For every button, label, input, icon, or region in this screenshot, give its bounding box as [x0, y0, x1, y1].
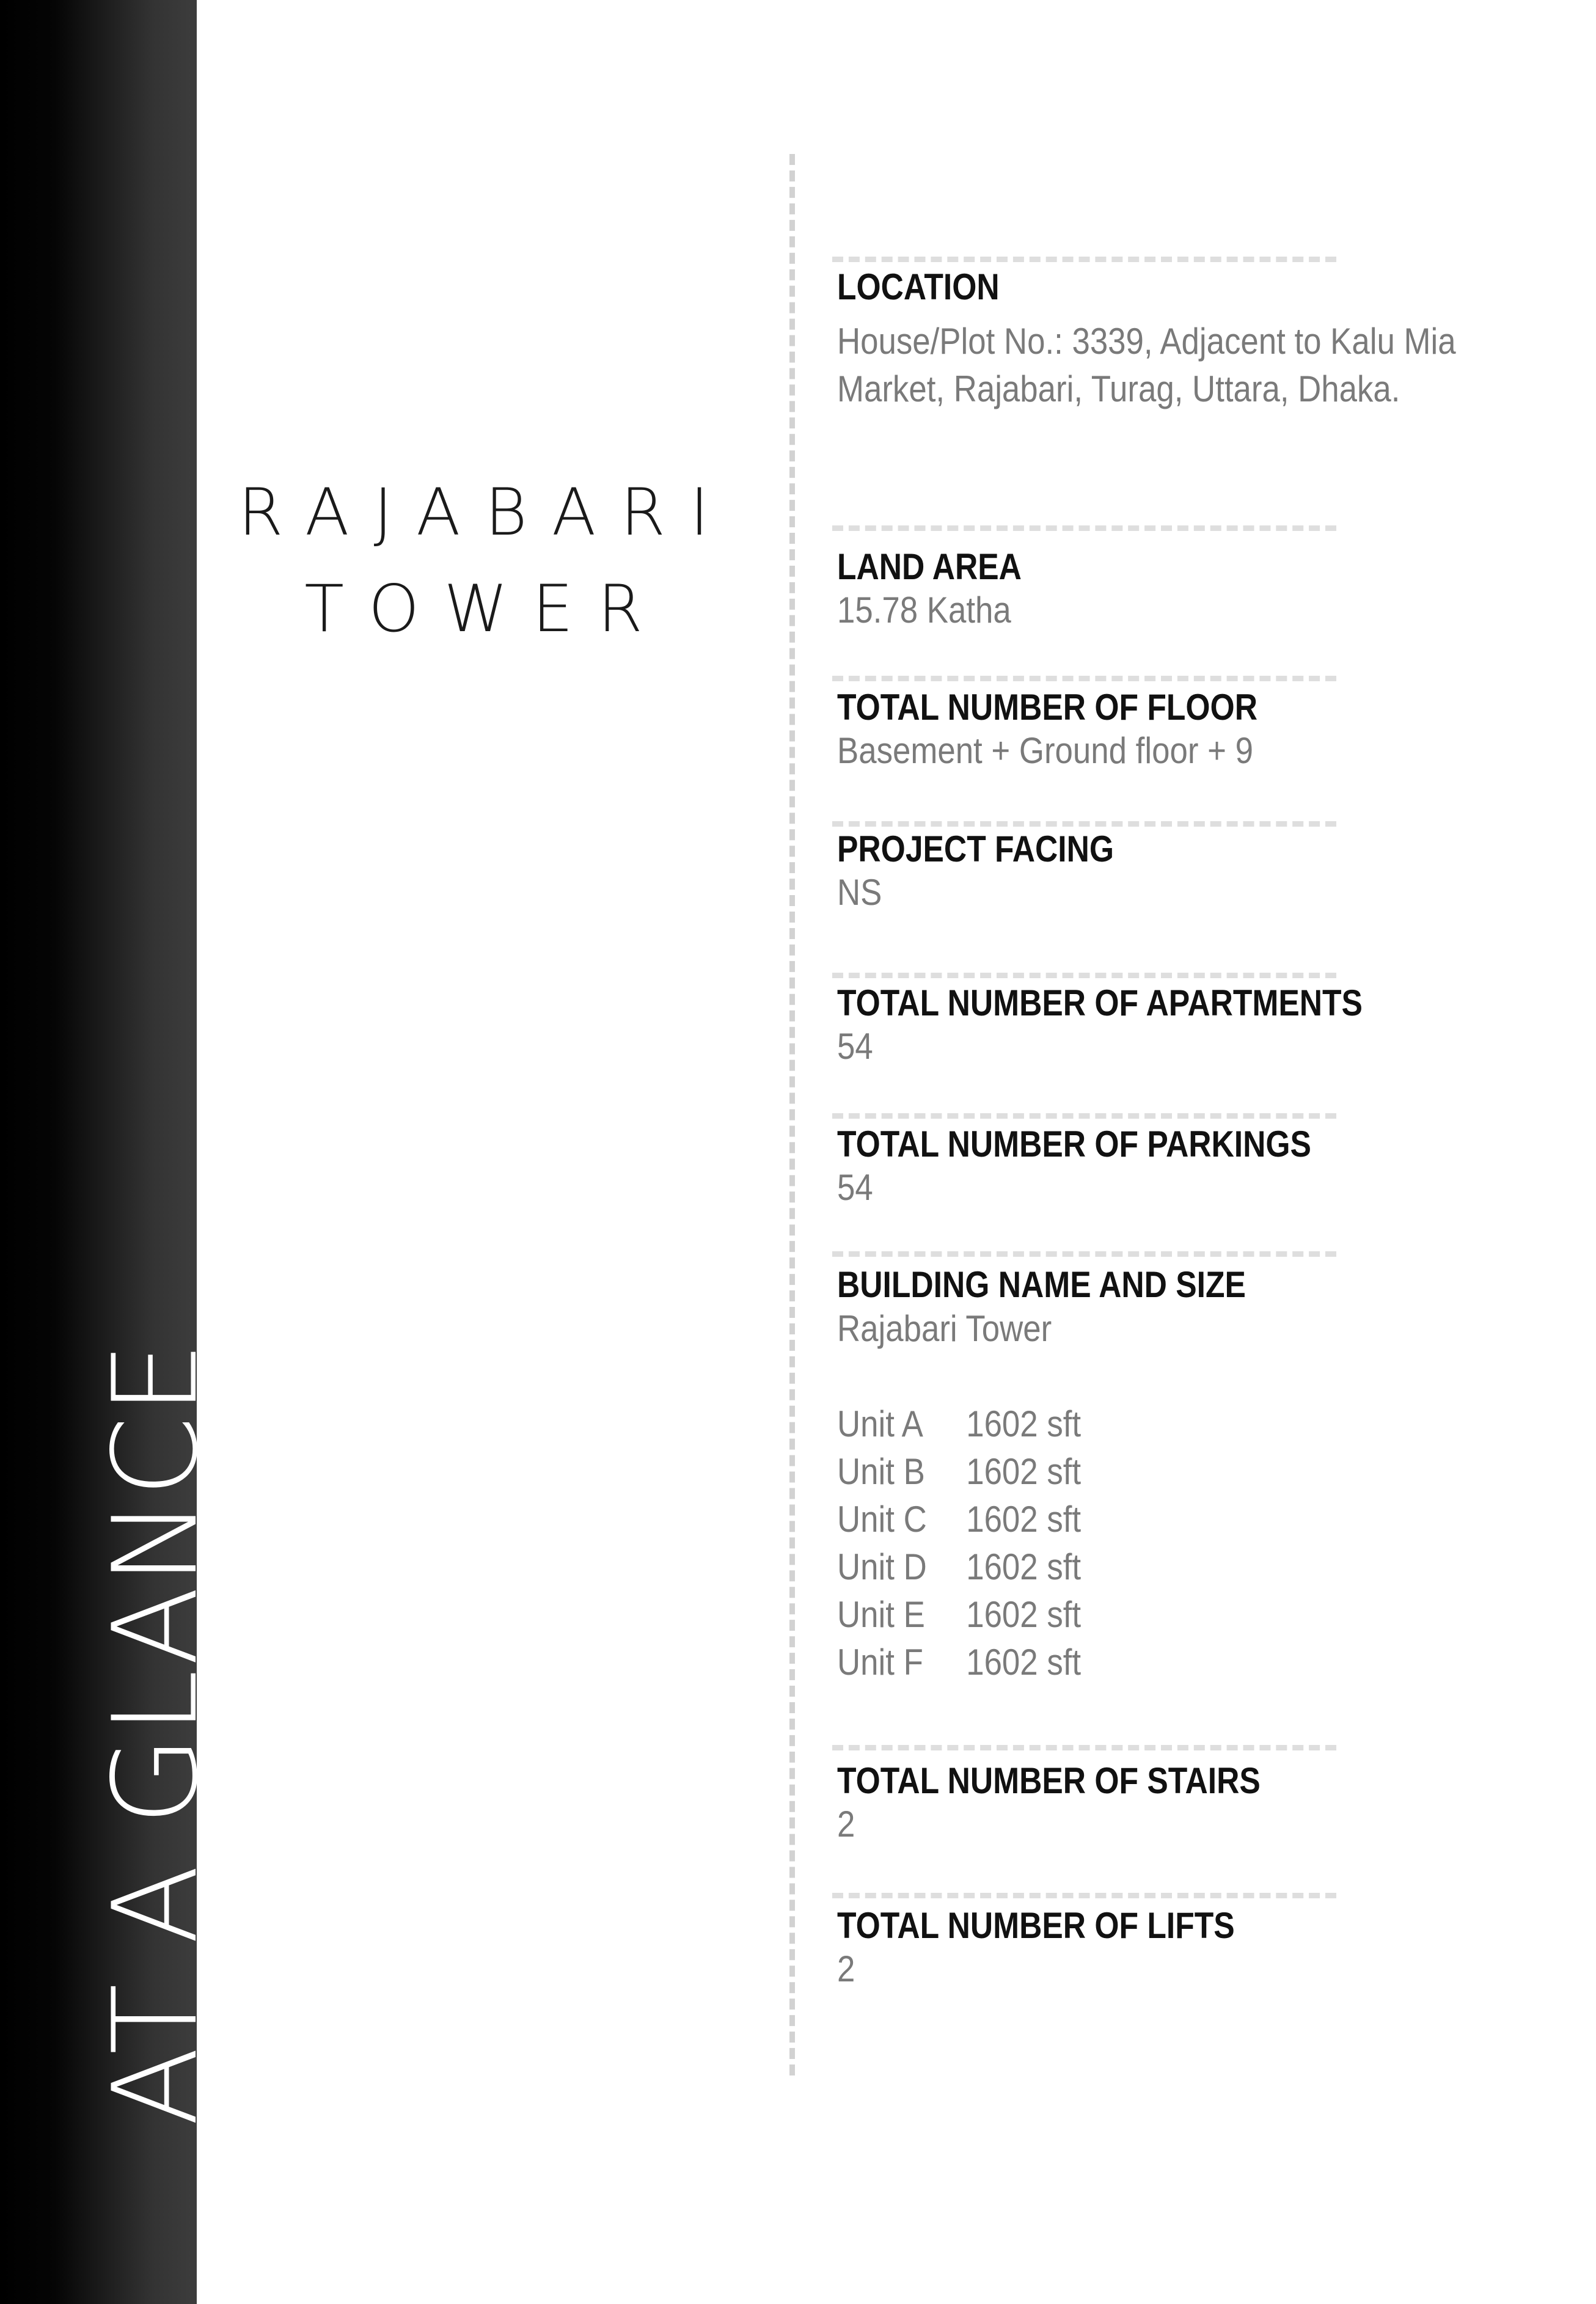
land-area-label: LAND AREA — [837, 546, 1022, 587]
section-divider — [832, 1745, 1336, 1750]
unit-name: Unit F — [837, 1642, 923, 1683]
unit-row — [837, 1639, 1081, 1686]
sidebar-title: AT A GLANCE — [88, 1340, 223, 2126]
project-title — [202, 464, 770, 657]
location-line-1: House/Plot No.: 3339, Adjacent to Kalu Mia — [837, 321, 1456, 362]
parkings-value: 54 — [837, 1167, 873, 1208]
unit-size: 1602 sft — [966, 1546, 1082, 1587]
floors-value: Basement + Ground floor + 9 — [837, 730, 1253, 771]
project-title-line-1: RAJABARI — [238, 475, 734, 550]
unit-name: Unit C — [837, 1499, 927, 1540]
parkings-label: TOTAL NUMBER OF PARKINGS — [837, 1124, 1311, 1165]
section-divider — [832, 973, 1336, 978]
section-divider — [832, 676, 1336, 681]
project-title-line-2: TOWER — [304, 571, 667, 646]
building-label: BUILDING NAME AND SIZE — [837, 1264, 1246, 1305]
floors-label: TOTAL NUMBER OF FLOOR — [837, 687, 1257, 728]
unit-row — [837, 1448, 1081, 1496]
apartments-value: 54 — [837, 1026, 873, 1067]
vertical-divider — [789, 154, 795, 2075]
section-divider — [832, 257, 1336, 262]
unit-row — [837, 1496, 1081, 1543]
unit-row — [837, 1591, 1081, 1639]
building-value: Rajabari Tower — [837, 1308, 1052, 1349]
unit-size-list — [837, 1400, 1115, 1686]
sidebar-panel — [0, 0, 223, 2304]
unit-size: 1602 sft — [966, 1451, 1082, 1492]
lifts-label: TOTAL NUMBER OF LIFTS — [837, 1905, 1235, 1946]
lifts-value: 2 — [837, 1948, 855, 1989]
section-divider — [832, 1251, 1336, 1257]
section-divider — [832, 525, 1336, 531]
facing-label: PROJECT FACING — [837, 828, 1114, 869]
unit-name: Unit B — [837, 1451, 925, 1492]
land-area-value: 15.78 Katha — [837, 590, 1011, 631]
apartments-label: TOTAL NUMBER OF APARTMENTS — [837, 982, 1363, 1023]
unit-name: Unit E — [837, 1594, 925, 1635]
unit-size: 1602 sft — [966, 1594, 1082, 1635]
unit-name: Unit D — [837, 1546, 927, 1587]
stairs-value: 2 — [837, 1804, 855, 1845]
section-divider — [832, 1113, 1336, 1119]
unit-row — [837, 1400, 1081, 1448]
unit-size: 1602 sft — [966, 1499, 1082, 1540]
section-divider — [832, 1893, 1336, 1898]
unit-size: 1602 sft — [966, 1642, 1082, 1683]
facing-value: NS — [837, 872, 882, 913]
section-divider — [832, 821, 1336, 827]
location-line-2: Market, Rajabari, Turag, Uttara, Dhaka. — [837, 368, 1400, 409]
unit-row — [837, 1543, 1081, 1591]
location-label: LOCATION — [837, 266, 1000, 307]
unit-name: Unit A — [837, 1403, 923, 1444]
unit-size: 1602 sft — [966, 1403, 1082, 1444]
stairs-label: TOTAL NUMBER OF STAIRS — [837, 1760, 1261, 1801]
